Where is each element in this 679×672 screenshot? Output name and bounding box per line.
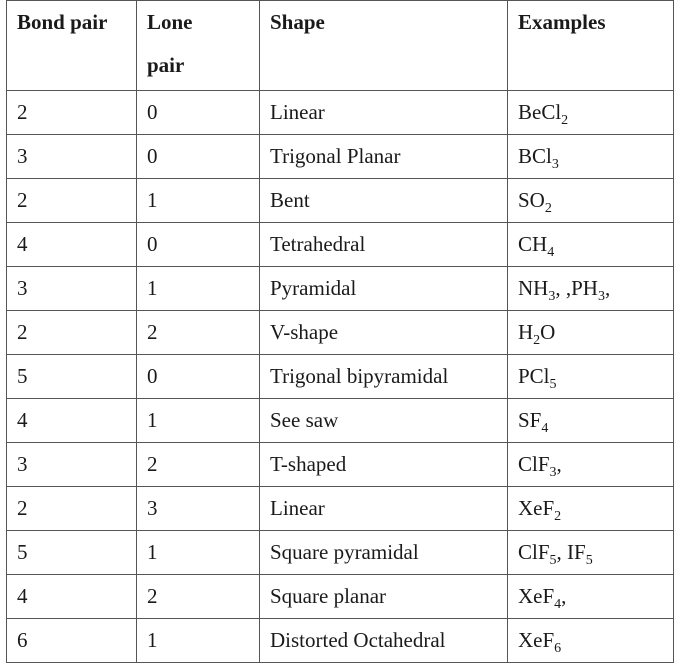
cell-example: [508, 355, 674, 399]
cell-example: [508, 487, 674, 531]
cell-example: [508, 91, 674, 135]
cell-shape: Linear: [260, 91, 508, 135]
cell-shape: Trigonal bipyramidal: [260, 355, 508, 399]
cell-shape: Trigonal Planar: [260, 135, 508, 179]
cell-example: [508, 179, 674, 223]
formula-subscript: 5: [549, 553, 557, 568]
header-bond-pair: Bond pair: [7, 1, 137, 91]
formula-subscript: 2: [561, 113, 569, 128]
cell-bond-pair: 3: [7, 135, 137, 179]
cell-lone-pair: 0: [137, 223, 260, 267]
table-row: [7, 179, 674, 223]
cell-bond-pair: 5: [7, 355, 137, 399]
formula-text: SF: [518, 408, 542, 432]
cell-example: [508, 311, 674, 355]
cell-lone-pair: 0: [137, 91, 260, 135]
cell-lone-pair: 3: [137, 487, 260, 531]
table-body: [7, 91, 674, 663]
formula-subscript: 3: [548, 289, 556, 304]
table-row: [7, 619, 674, 663]
cell-bond-pair: 6: [7, 619, 137, 663]
cell-bond-pair: 4: [7, 575, 137, 619]
cell-lone-pair: 1: [137, 179, 260, 223]
header-lone-pair: [137, 1, 260, 91]
cell-lone-pair: 0: [137, 135, 260, 179]
cell-lone-pair: 2: [137, 575, 260, 619]
formula-text: BCl: [518, 144, 552, 168]
formula-text: XeF: [518, 496, 555, 520]
header-row: [7, 1, 674, 91]
cell-shape: See saw: [260, 399, 508, 443]
formula-text: H: [518, 320, 534, 344]
table-row: [7, 487, 674, 531]
table-row: [7, 223, 674, 267]
formula-text: SO: [518, 188, 545, 212]
header-lone-pair-line1: Lone: [147, 10, 193, 34]
cell-shape: Distorted Octahedral: [260, 619, 508, 663]
cell-shape: Bent: [260, 179, 508, 223]
cell-bond-pair: 2: [7, 487, 137, 531]
formula-text: O: [540, 320, 556, 344]
formula-subscript: 2: [554, 509, 562, 524]
table-row: [7, 135, 674, 179]
formula-subscript: 4: [541, 421, 549, 436]
formula-text: , ,PH: [555, 276, 598, 300]
formula-subscript: 4: [554, 597, 562, 612]
formula-text: XeF: [518, 584, 555, 608]
vsepr-table-container: [6, 0, 674, 663]
cell-bond-pair: 2: [7, 179, 137, 223]
cell-example: [508, 267, 674, 311]
formula-text: CH: [518, 232, 548, 256]
formula-text: ,: [561, 584, 567, 608]
cell-example: [508, 443, 674, 487]
formula-subscript: 2: [544, 201, 552, 216]
cell-lone-pair: 1: [137, 399, 260, 443]
table-row: [7, 91, 674, 135]
header-lone-pair-line2: pair: [147, 53, 185, 77]
cell-bond-pair: 3: [7, 443, 137, 487]
cell-shape: T-shaped: [260, 443, 508, 487]
formula-text: ClF: [518, 452, 550, 476]
cell-example: [508, 575, 674, 619]
cell-shape: Tetrahedral: [260, 223, 508, 267]
cell-bond-pair: 5: [7, 531, 137, 575]
header-shape: Shape: [260, 1, 508, 91]
table-row: [7, 311, 674, 355]
cell-shape: V-shape: [260, 311, 508, 355]
cell-example: [508, 531, 674, 575]
formula-text: ,: [604, 276, 611, 300]
formula-text: XeF: [518, 628, 555, 652]
header-examples: Examples: [508, 1, 674, 91]
formula-subscript: 3: [597, 289, 605, 304]
cell-example: [508, 619, 674, 663]
cell-shape: Square planar: [260, 575, 508, 619]
formula-subscript: 3: [549, 465, 557, 480]
formula-text: NH: [518, 276, 549, 300]
table-row: [7, 355, 674, 399]
formula-text: , IF: [556, 540, 586, 564]
cell-example: [508, 135, 674, 179]
cell-shape: Linear: [260, 487, 508, 531]
cell-bond-pair: 3: [7, 267, 137, 311]
cell-bond-pair: 2: [7, 91, 137, 135]
cell-lone-pair: 1: [137, 267, 260, 311]
formula-subscript: 4: [547, 245, 555, 260]
formula-subscript: 5: [549, 377, 557, 392]
cell-example: [508, 223, 674, 267]
cell-example: [508, 399, 674, 443]
vsepr-shapes-table: [6, 0, 674, 663]
cell-lone-pair: 1: [137, 531, 260, 575]
cell-bond-pair: 4: [7, 223, 137, 267]
formula-subscript: 5: [585, 553, 593, 568]
formula-text: PCl: [518, 364, 550, 388]
formula-subscript: 3: [551, 157, 559, 172]
table-row: [7, 443, 674, 487]
cell-lone-pair: 1: [137, 619, 260, 663]
cell-lone-pair: 2: [137, 443, 260, 487]
formula-text: BeCl: [518, 100, 562, 124]
cell-shape: Square pyramidal: [260, 531, 508, 575]
formula-subscript: 6: [554, 641, 562, 656]
table-header: [7, 1, 674, 91]
cell-lone-pair: 0: [137, 355, 260, 399]
formula-text: ,: [556, 452, 562, 476]
table-row: [7, 267, 674, 311]
table-row: [7, 399, 674, 443]
formula-subscript: 2: [533, 333, 541, 348]
cell-shape: Pyramidal: [260, 267, 508, 311]
table-row: [7, 531, 674, 575]
formula-text: ClF: [518, 540, 550, 564]
cell-bond-pair: 4: [7, 399, 137, 443]
cell-bond-pair: 2: [7, 311, 137, 355]
cell-lone-pair: 2: [137, 311, 260, 355]
table-row: [7, 575, 674, 619]
